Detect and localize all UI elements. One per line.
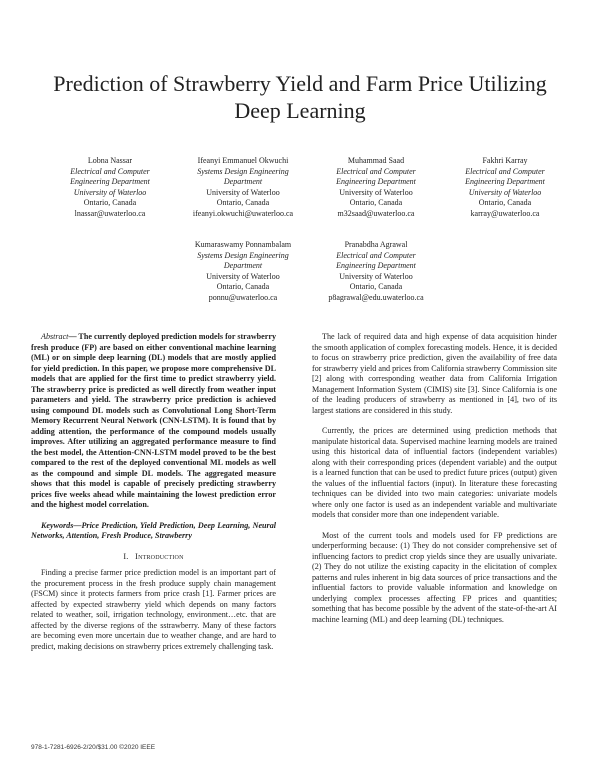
author-block-5: [183, 240, 303, 303]
author-dept: Systems Design Engineering Department: [197, 166, 289, 186]
right-column: [312, 332, 557, 635]
author-email: lnassar@uwaterloo.ca: [74, 208, 146, 218]
author-location: Ontario, Canada: [349, 282, 403, 291]
author-name: Pranabdha Agrawal: [344, 240, 408, 249]
author-dept: Electrical and Computer Engineering Department: [336, 250, 416, 270]
author-name: Ifeanyi Emmanuel Okwuchi: [197, 156, 289, 165]
author-location: Ontario, Canada: [349, 198, 403, 207]
keywords-text: —Price Prediction, Yield Prediction, Deep Learning, Neural Networks, Attention, Fresh Produce, Strawberry: [31, 520, 276, 540]
author-name: Kumaraswamy Ponnambalam: [194, 240, 292, 249]
author-email: m32saad@uwaterloo.ca: [337, 208, 415, 218]
author-name: Muhammad Saad: [347, 156, 405, 165]
author-location: Ontario, Canada: [216, 282, 270, 291]
paragraph: The lack of required data and high expense of data acquisition hinder the smooth application of complex forecasting models. Hence, it is decided to focus on strawberry price prediction, given the availability of free data for strawberry yield and prices from California strawberry Commission site [2] along with corresponding weather data from California Irrigation Management Information System (CIMIS) site [3]. Since California is one of the leading producers of strawberry as mentioned in [4], two of its largest stations are considered in this study.: [312, 332, 557, 415]
author-location: Ontario, Canada: [478, 198, 532, 207]
paper-title: Prediction of Strawberry Yield and Farm Price Utilizing Deep Learning: [53, 71, 547, 123]
abstract-text: — The currently deployed prediction models for strawberry fresh produce (FP) are based on either conventional machine learning (ML) or on simple deep learning (DL) models that are mostly applied for yield prediction. In this paper, we propose more comprehensive DL models that are applied for the first time to predict strawberry yield. The strawberry price is predicted as well directly from weather input parameters and yield. The strawberry price prediction is achieved using compound DL models such as Convolutional Long Short-Term Memory Recurrent Neural Network (CNN-LSTM). It is found that by adding attention, the performance of the compound models usually improves. After utilizing an aggregated performance measure to find the best model, the Attention-CNN-LSTM model proved to be the best compared to the rest of the deployed conventional ML models as well as the compound and simple DL models. The aggregated measure shows that this model is capable of precisely predicting strawberry prices five weeks ahead while maintaining the lowest prediction error and the highest model correlation.: [31, 332, 276, 509]
author-email: karray@uwaterloo.ca: [470, 208, 540, 218]
copyright-footer: 978-1-7281-6926-2/20/$31.00 ©2020 IEEE: [31, 744, 156, 751]
author-name: Fakhri Karray: [482, 156, 528, 165]
author-email: ponnu@uwaterloo.ca: [208, 292, 278, 302]
section-title: Introduction: [135, 551, 184, 561]
author-block-3: [316, 156, 436, 219]
abstract: [31, 332, 276, 511]
keywords-lead: Keywords: [41, 520, 74, 530]
author-univ: University of Waterloo: [73, 187, 147, 197]
author-univ: University of Waterloo: [468, 187, 542, 197]
author-dept: Electrical and Computer Engineering Department: [465, 166, 545, 186]
left-column: [31, 332, 276, 662]
author-email: ifeanyi.okwuchi@uwaterloo.ca: [192, 208, 294, 218]
author-name: Lobna Nassar: [87, 156, 133, 165]
author-location: Ontario, Canada: [83, 198, 137, 207]
section-heading-introduction: [31, 552, 276, 563]
author-email: p8agrawal@edu.uwaterloo.ca: [328, 292, 424, 302]
abstract-lead: Abstract: [41, 332, 69, 341]
author-univ: University of Waterloo: [206, 187, 280, 197]
paragraph: Finding a precise farmer price prediction model is an important part of the procurement process in the fresh produce supply chain management (FSCM) since it protects farmers from price crash [1]. Farmer prices are affected by expected strawberry yield which depends on many factors related to weather, soil, irrigation technology, environment…etc. that are affected by the diverse regions of the sstrawberry. Many of these factors are becoming even more uncertain due to weather change, and are hard to predict, making decisions on strawberry prices extremely challenging task.: [31, 568, 276, 651]
author-block-2: [183, 156, 303, 219]
author-block-1: [50, 156, 170, 219]
author-block-4: [445, 156, 565, 219]
author-dept: Electrical and Computer Engineering Department: [70, 166, 150, 186]
paragraph: Most of the current tools and models used for FP predictions are underperforming because: (1) They do not consider comprehensive set of influencing factors to predict crop yields since they are usually univariate. (2) They do not utilize the existing capacity in the elicitation of complex patterns and rules inherent in big data sources of price transactions and the influential factors to provide valuable information and knowledge on underlying complex processes affecting FP prices and quantities; something that has become possible by the advent of the state-of-the-art AI machine learning (ML) and deep learning (DL) techniques.: [312, 530, 557, 624]
author-dept: Systems Design Engineering Department: [197, 250, 289, 270]
author-location: Ontario, Canada: [216, 198, 270, 207]
author-dept: Electrical and Computer Engineering Department: [336, 166, 416, 186]
author-block-6: [316, 240, 436, 303]
author-univ: University of Waterloo: [206, 271, 280, 281]
keywords: [31, 521, 276, 542]
paragraph: Currently, the prices are determined using prediction methods that manipulate historical data. Supervised machine learning models are trained using this historical data of influential factors (independent variables) along with their corresponding prices (dependent variable) and the output is a learned function that can be used to predict future prices (output) given the values of the influential factors (input). In literature these forecasting techniques can be divided into two main categories: univariate models where only one factor is used as an independent variable and multivariate models that consider more than one independent variable.: [312, 426, 557, 519]
section-number: I.: [123, 551, 129, 561]
author-univ: University of Waterloo: [339, 187, 413, 197]
author-univ: University of Waterloo: [339, 271, 413, 281]
